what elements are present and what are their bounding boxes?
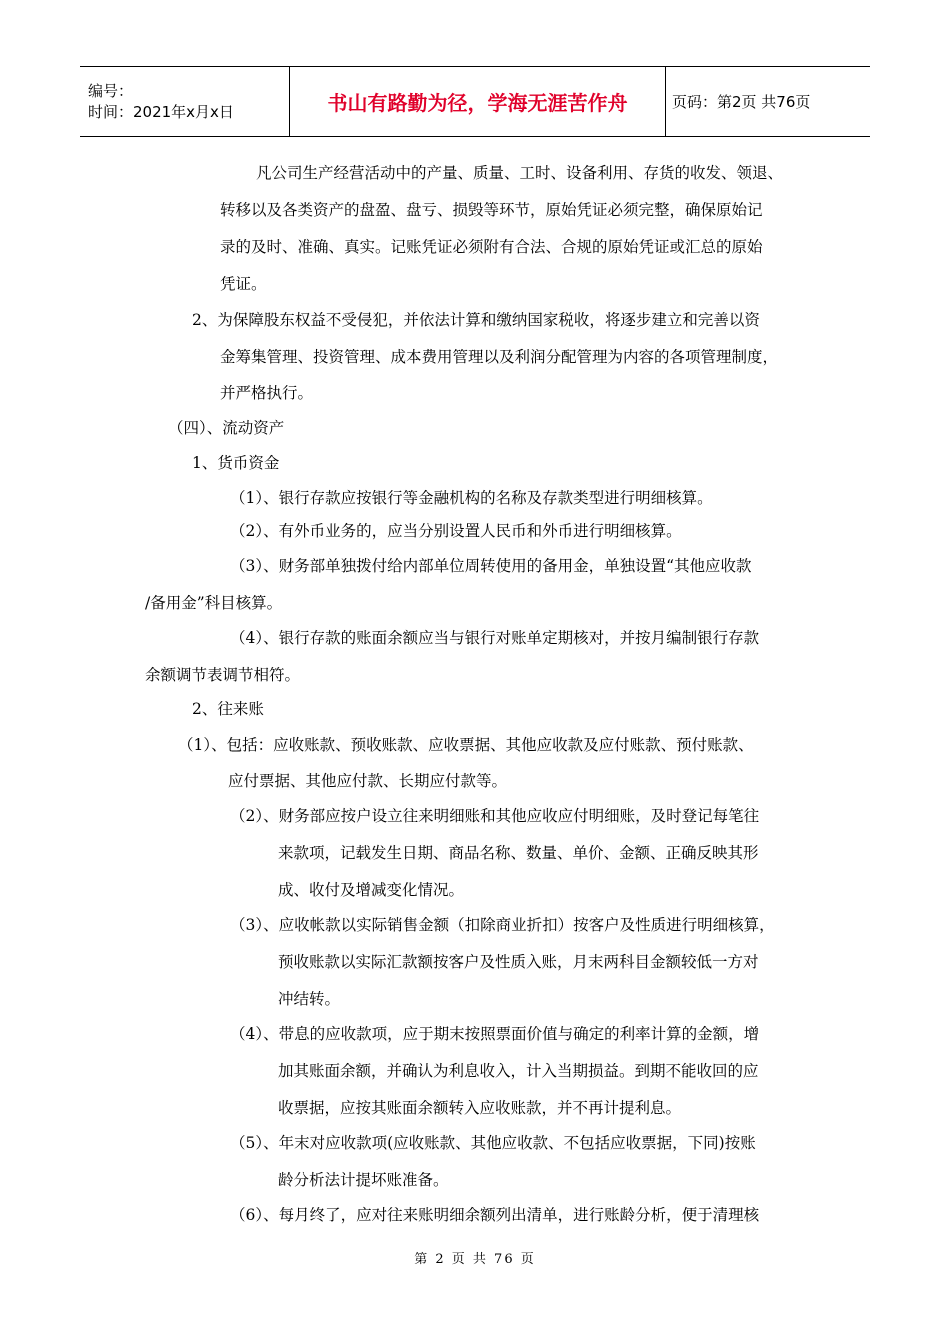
text-line: 转移以及各类资产的盘盈、盘亏、损毁等环节，原始凭证必须完整，确保原始记 (220, 201, 763, 219)
text-line: 来款项，记载发生日期、商品名称、数量、单价、金额、正确反映其形 (278, 844, 759, 862)
text-line: 龄分析法计提坏账准备。 (278, 1171, 449, 1189)
text-line: 加其账面余额，并确认为利息收入，计入当期损益。到期不能收回的应 (278, 1062, 759, 1080)
text-line: 录的及时、准确、真实。记账凭证必须附有合法、合规的原始凭证或汇总的原始 (220, 238, 763, 256)
section-heading: （四）、流动资产 (168, 419, 285, 437)
text-line: 收票据，应按其账面余额转入应收账款，并不再计提利息。 (278, 1099, 682, 1117)
text-line: （4）、带息的应收款项，应于期末按照票面价值与确定的利率计算的金额，增 (230, 1025, 760, 1043)
header-motto: 书山有路勤为径，学海无涯苦作舟 (290, 67, 666, 137)
header-meta-cell (80, 67, 290, 137)
text-line: 凭证。 (220, 275, 267, 293)
subsection-heading: 2、往来账 (192, 700, 264, 718)
text-line: 成、收付及增减变化情况。 (278, 881, 465, 899)
text-line: 并严格执行。 (220, 384, 314, 402)
text-line: 2、为保障股东权益不受侵犯，并依法计算和缴纳国家税收，将逐步建立和完善以资 (192, 311, 760, 329)
text-line: （5）、年末对应收款项(应收账款、其他应收款、不包括应收票据，下同)按账 (230, 1134, 756, 1152)
header-table (80, 66, 870, 137)
text-line: （2）、财务部应按户设立往来明细账和其他应收应付明细账，及时登记每笔往 (230, 807, 760, 825)
text-line: （3）、财务部单独拨付给内部单位周转使用的备用金，单独设置“其他应收款 (230, 557, 752, 575)
text-line: 冲结转。 (278, 990, 341, 1008)
page-footer: 第 2 页 共 76 页 (414, 1252, 536, 1267)
text-line: （1）、包括：应收账款、预收账款、应收票据、其他应收款及应付账款、预付账款、 (178, 736, 754, 754)
text-line: （6）、每月终了，应对往来账明细余额列出清单，进行账龄分析，便于清理核 (230, 1206, 760, 1224)
text-line: 凡公司生产经营活动中的产量、质量、工时、设备利用、存货的收发、领退、 (256, 164, 784, 182)
header-page-label: 页码：第2页 共76页 (666, 67, 871, 137)
text-line: 金筹集管理、投资管理、成本费用管理以及利润分配管理为内容的各项管理制度， (220, 348, 779, 366)
document-number-label: 编号： (88, 81, 134, 100)
text-line: （3）、应收帐款以实际销售金额（扣除商业折扣）按客户及性质进行明细核算， (230, 916, 775, 934)
text-line: （1）、银行存款应按银行等金融机构的名称及存款类型进行明细核算。 (230, 489, 713, 507)
text-line: 预收账款以实际汇款额按客户及性质入账，月末两科目金额较低一方对 (278, 953, 759, 971)
text-line: 余额调节表调节相符。 (145, 666, 301, 684)
text-line: （2）、有外币业务的，应当分别设置人民币和外币进行明细核算。 (230, 522, 682, 540)
subsection-heading: 1、货币资金 (192, 454, 280, 472)
text-line: 应付票据、其他应付款、长期应付款等。 (228, 772, 508, 790)
document-date-label: 时间：2021年x月x日 (88, 102, 234, 121)
text-line: （4）、银行存款的账面余额应当与银行对账单定期核对，并按月编制银行存款 (230, 629, 760, 647)
text-line: /备用金”科目核算。 (145, 594, 283, 612)
